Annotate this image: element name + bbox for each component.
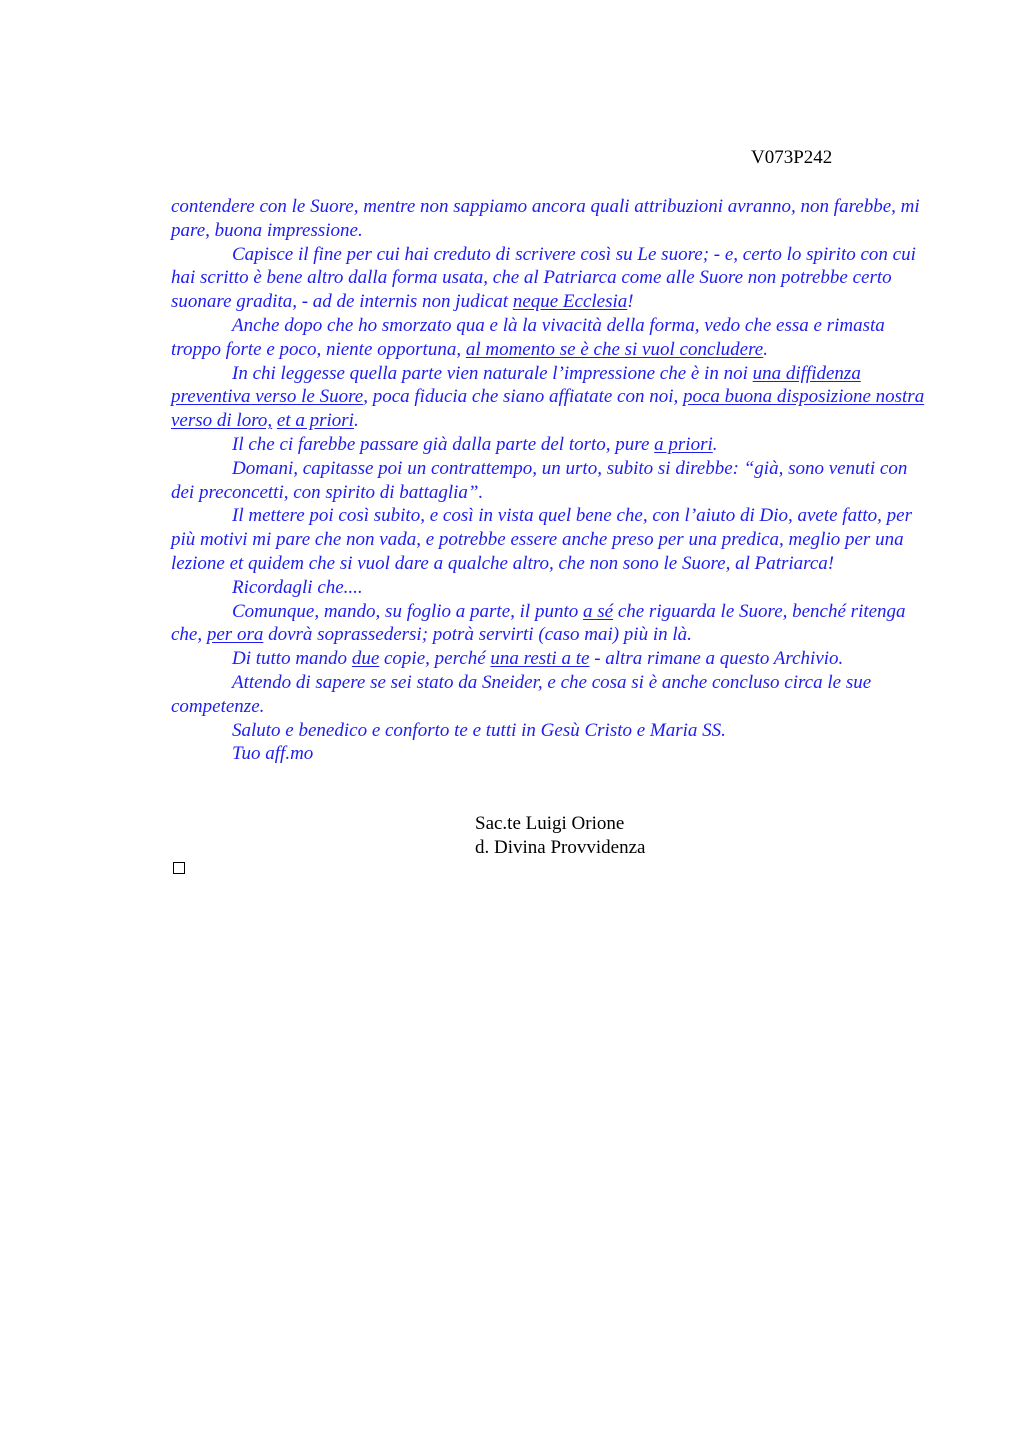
underlined-text: per ora xyxy=(206,624,264,646)
text-segment: Il mettere poi così subito, e così in vista quel bene che, con l’aiuto di Dio, avete fatto, per più motivi mi pare che non vada, e potrebbe essere anche preso per una predica, meglio per una lezione et quidem che si vuol dare a qualche altro, che non sono le Suore, al Patriarca! xyxy=(171,505,912,574)
letter-paragraph xyxy=(171,195,931,243)
signature-line-2: d. Divina Provvidenza xyxy=(475,836,646,858)
text-segment: Ricordagli che.... xyxy=(232,576,363,598)
letter-paragraph xyxy=(171,719,931,743)
text-segment: copie, perché xyxy=(379,648,491,670)
letter-paragraph xyxy=(171,600,931,648)
text-segment: . xyxy=(763,338,768,360)
signature-block xyxy=(475,812,645,860)
text-segment: Anche dopo che ho smorzato qua e là la vivacità della forma, vedo che essa e rimasta troppo forte e poco, niente opportuna, xyxy=(171,314,885,360)
text-segment: . xyxy=(353,410,359,432)
text-segment: Capisce il fine per cui hai creduto di scrivere così su Le suore; - e, certo lo spirito con cui hai scritto è bene altro dalla forma usata, che al Patriarca come alle Suore non potrebbe certo suonare gradita, - ad de internis non judicat xyxy=(171,243,916,313)
letter-paragraph xyxy=(171,576,931,600)
letter-paragraph xyxy=(171,671,931,719)
text-segment: Saluto e benedico e conforto te e tutti in Gesù Cristo e Maria SS. xyxy=(232,719,726,741)
text-segment: dovrà soprassedersi; potrà servirti (caso mai) più in là. xyxy=(263,624,692,646)
underlined-text: a sé xyxy=(582,600,614,622)
underlined-text: una resti a te xyxy=(490,648,590,670)
underlined-text: et a priori xyxy=(276,410,354,432)
text-segment: - altra rimane a questo Archivio. xyxy=(589,648,844,670)
underlined-text: poca buona disposizione nostra verso di loro, xyxy=(171,386,925,432)
letter-paragraph xyxy=(171,433,931,457)
underlined-text: neque Ecclesia xyxy=(512,291,628,313)
text-segment: ! xyxy=(627,291,634,313)
underlined-text: al momento se è che si vuol concludere xyxy=(465,338,764,360)
underlined-text: una diffidenza preventiva verso le Suore xyxy=(171,362,861,408)
underlined-text: due xyxy=(351,648,380,670)
checkbox-square-icon xyxy=(173,862,185,874)
letter-paragraph xyxy=(171,742,931,766)
signature-line-1: Sac.te Luigi Orione xyxy=(475,813,625,834)
letter-paragraph xyxy=(171,504,931,575)
page-id: V073P242 xyxy=(751,147,833,168)
letter-paragraph xyxy=(171,362,931,433)
letter-paragraph xyxy=(171,314,931,362)
letter-paragraph xyxy=(171,243,931,314)
text-segment: contendere con le Suore, mentre non sappiamo ancora quali attribuzioni avranno, non farebbe, mi pare, buona impressione. xyxy=(171,196,920,241)
text-segment: . xyxy=(712,433,718,455)
text-segment: che riguarda le Suore, benché ritenga che, xyxy=(171,600,906,646)
letter-paragraph xyxy=(171,647,931,671)
text-segment: In chi leggesse quella parte vien naturale l’impressione che è in noi xyxy=(232,362,753,384)
text-segment: Il che ci farebbe passare già dalla parte del torto, pure xyxy=(232,433,655,455)
text-segment: Tuo aff.mo xyxy=(232,743,314,765)
underlined-text: a priori xyxy=(654,433,713,455)
letter-paragraph xyxy=(171,457,931,505)
letter-body xyxy=(171,195,931,766)
text-segment: Di tutto mando xyxy=(232,648,352,670)
text-segment: Attendo di sapere se sei stato da Sneider, e che cosa si è anche concluso circa le sue competenze. xyxy=(171,671,872,717)
text-segment: Domani, capitasse poi un contrattempo, un urto, subito si direbbe: “già, sono venuti con dei preconcetti, con spirito di battaglia”. xyxy=(171,457,908,503)
text-segment: , poca fiducia che siano affiatate con noi, xyxy=(363,386,683,408)
text-segment: Comunque, mando, su foglio a parte, il punto xyxy=(232,600,583,622)
